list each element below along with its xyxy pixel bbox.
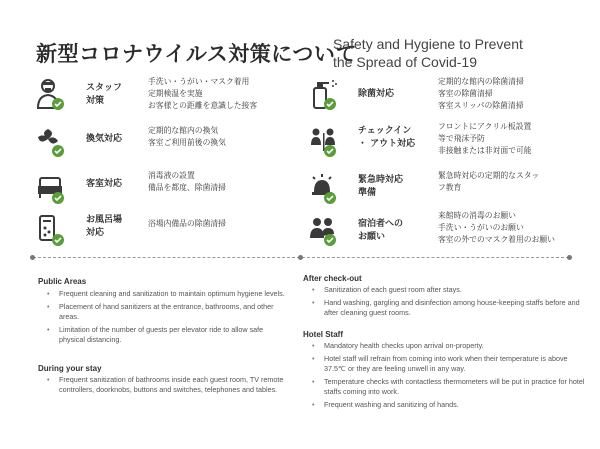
measure-label: 宿泊者への お願い	[358, 219, 404, 242]
measure-label: 換気対応	[86, 134, 123, 144]
measure-label: スタッフ 対策	[86, 83, 123, 106]
divider-dot-right	[567, 255, 572, 260]
alarm-icon	[308, 172, 340, 206]
divider-dot-center	[298, 255, 303, 260]
list-item: • Frequent cleaning and sanitization to maintain optimum hygiene levels.	[38, 289, 290, 299]
during-stay-list	[38, 375, 290, 398]
ventilation-icon	[36, 125, 68, 159]
measure-label: 客室対応	[86, 179, 123, 189]
section-title-after-checkout: After check-out	[303, 274, 362, 283]
measure-label: お風呂場 対応	[86, 215, 123, 238]
title-english-line2: the Spread of Covid-19	[333, 54, 477, 70]
staff-icon	[36, 78, 68, 112]
list-item: • Frequent washing and sanitizing of hands.	[303, 400, 585, 410]
guests-icon	[308, 214, 340, 248]
measure-desc: 浴場内備品の除菌清掃	[148, 219, 226, 228]
measure-label: チェックイン ・ アウト対応	[358, 126, 416, 149]
measure-desc: 定期的な館内の換気 客室ご利用前後の換気	[148, 126, 226, 147]
list-item: • Placement of hand sanitizers at the entrance, bathrooms, and other areas.	[38, 302, 290, 322]
list-item: • Temperature checks with contactless thermometers will be put in practice for hotel staffs coming into work.	[303, 377, 585, 397]
measure-label: 除菌対応	[358, 89, 395, 99]
list-item: • Frequent sanitization of bathrooms inside each guest room, TV remote controllers, doorknobs, buttons and switches, telephones and tables.	[38, 375, 290, 395]
section-title-during-stay: During your stay	[38, 364, 102, 373]
hotel-staff-list	[303, 341, 585, 413]
list-item: • Hotel staff will refrain from coming into work when their temperature is above 37.5℃ or they are feeling unwell in any way.	[303, 354, 585, 374]
title-english-line1: Safety and Hygiene to Prevent	[333, 36, 523, 52]
list-item: • Hand washing, gargling and disinfection among house-keeping staffs before and after cleaning guest rooms.	[303, 298, 585, 318]
list-item: • Limitation of the number of guests per elevator ride to allow safe physical distancing.	[38, 325, 290, 345]
title-japanese: 新型コロナウイルス対策について	[36, 42, 357, 66]
measure-desc: 定期的な館内の除菌清掃 客室の除菌清掃 客室スリッパの除菌清掃	[438, 77, 524, 110]
measure-desc: 来館時の消毒のお願い 手洗い・うがいのお願い 客室の外でのマスク着用のお願い	[438, 211, 555, 244]
list-item: • Sanitization of each guest room after stays.	[303, 285, 585, 295]
bed-icon	[36, 172, 68, 206]
measure-desc: 緊急時対応の定期的なスタッ フ教育	[438, 171, 540, 192]
section-title-public-areas: Public Areas	[38, 277, 87, 286]
after-checkout-list	[303, 285, 585, 321]
list-item: • Mandatory health checks upon arrival on-property.	[303, 341, 585, 351]
title-english	[333, 35, 523, 71]
measure-desc: 消毒液の設置 備品を都度、除菌清掃	[148, 171, 226, 192]
bath-icon	[36, 214, 68, 248]
measure-label: 緊急時対応 準備	[358, 175, 404, 198]
public-areas-list	[38, 289, 290, 348]
section-title-hotel-staff: Hotel Staff	[303, 330, 343, 339]
divider-dot-left	[30, 255, 35, 260]
checkin-icon	[308, 125, 340, 159]
sanitizer-spray-icon	[308, 78, 340, 112]
measure-desc: 手洗い・うがい・マスク着用 定期検温を実施 お客様との距離を意識した接客	[148, 77, 258, 110]
section-divider	[33, 257, 569, 258]
measure-desc: フロントにアクリル板設置 等で飛沫予防 非接触または非対面で可能	[438, 122, 532, 155]
